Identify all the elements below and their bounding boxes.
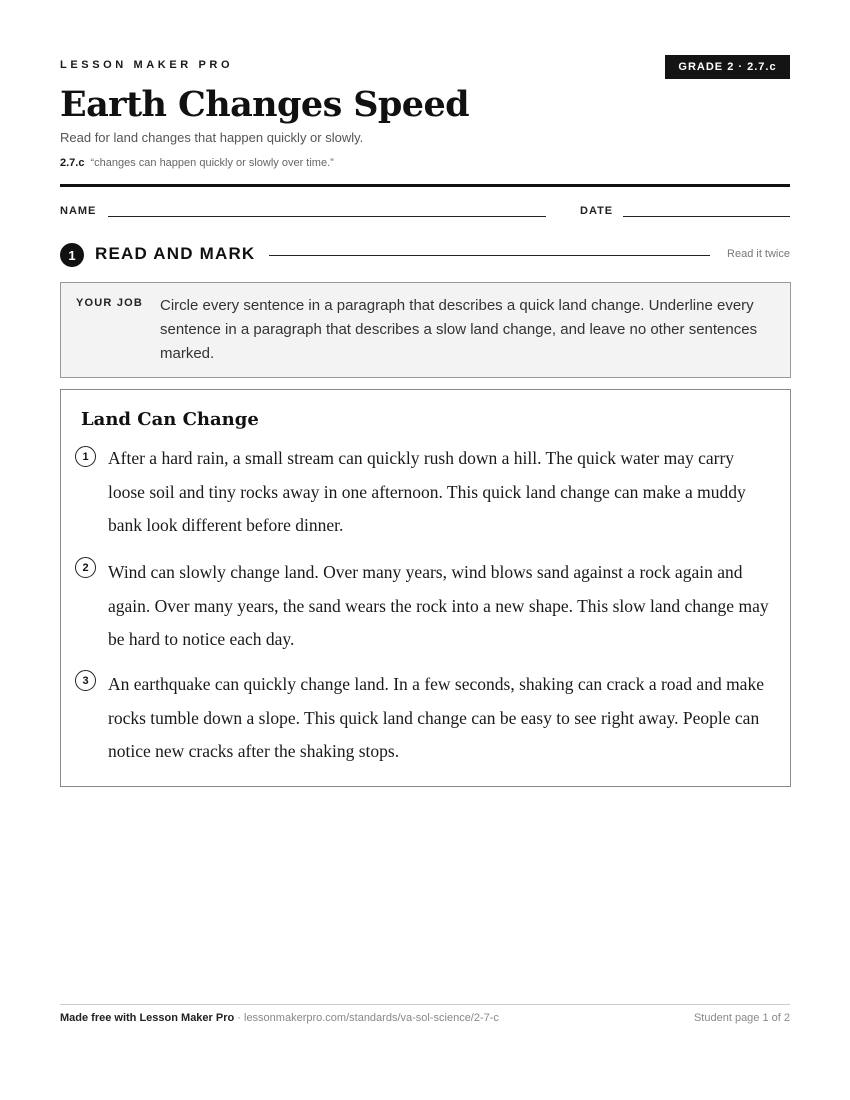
footer-made-with: Made free with Lesson Maker Pro (60, 1012, 235, 1024)
standard-reference (60, 157, 334, 169)
instructions-text: Circle every sentence in a paragraph that describes a quick land change. Underline every sentence in a paragraph that describes a slow land change, and leave no other sentences marked. (160, 297, 758, 362)
section-title: READ AND MARK (95, 244, 256, 263)
reading-passage-box (60, 389, 791, 787)
date-field-line[interactable] (623, 216, 790, 217)
name-label: NAME (60, 205, 97, 217)
header-divider (60, 184, 790, 187)
brand-name: LESSON MAKER PRO (60, 59, 234, 71)
standard-text: “changes can happen quickly or slowly over time.” (90, 157, 334, 169)
section-divider (269, 255, 710, 256)
instructions-box (60, 282, 791, 378)
footer-page-number: Student page 1 of 2 (693, 1012, 790, 1024)
section-number-badge: 1 (60, 243, 84, 267)
name-field-line[interactable] (108, 216, 546, 217)
page-subtitle: Read for land changes that happen quickly or slowly. (60, 130, 364, 145)
footer-url[interactable]: · lessonmakerpro.com/standards/va-sol-science/2-7-c (234, 1012, 499, 1024)
section-note: Read it twice (727, 248, 790, 260)
footer-credit (60, 1012, 499, 1024)
paragraph-number-badge: 1 (75, 446, 96, 467)
passage-title: Land Can Change (81, 409, 259, 430)
page-title: Earth Changes Speed (60, 84, 470, 125)
instructions-label: YOUR JOB (76, 297, 144, 309)
passage-paragraph[interactable]: After a hard rain, a small stream can quickly rush down a hill. The quick water may carry loose soil and tiny rocks away in one afternoon. This quick land change can make a muddy bank look different before dinner. (108, 448, 746, 535)
standard-code: 2.7.c (60, 157, 85, 169)
passage-paragraph[interactable]: Wind can slowly change land. Over many years, wind blows sand against a rock again and again. Over many years, the sand wears the rock into a new shape. This slow land change may be hard to notice each day. (108, 562, 769, 649)
paragraph-number-badge: 2 (75, 557, 96, 578)
footer-divider (60, 1004, 790, 1005)
paragraph-number-badge: 3 (75, 670, 96, 691)
date-label: DATE (580, 205, 614, 217)
passage-paragraph[interactable]: An earthquake can quickly change land. In a few seconds, shaking can crack a road and make rocks tumble down a slope. This quick land change can be easy to see right away. People can notice new cracks after the shaking stops. (108, 674, 764, 761)
grade-badge: GRADE 2 · 2.7.c (665, 55, 790, 79)
